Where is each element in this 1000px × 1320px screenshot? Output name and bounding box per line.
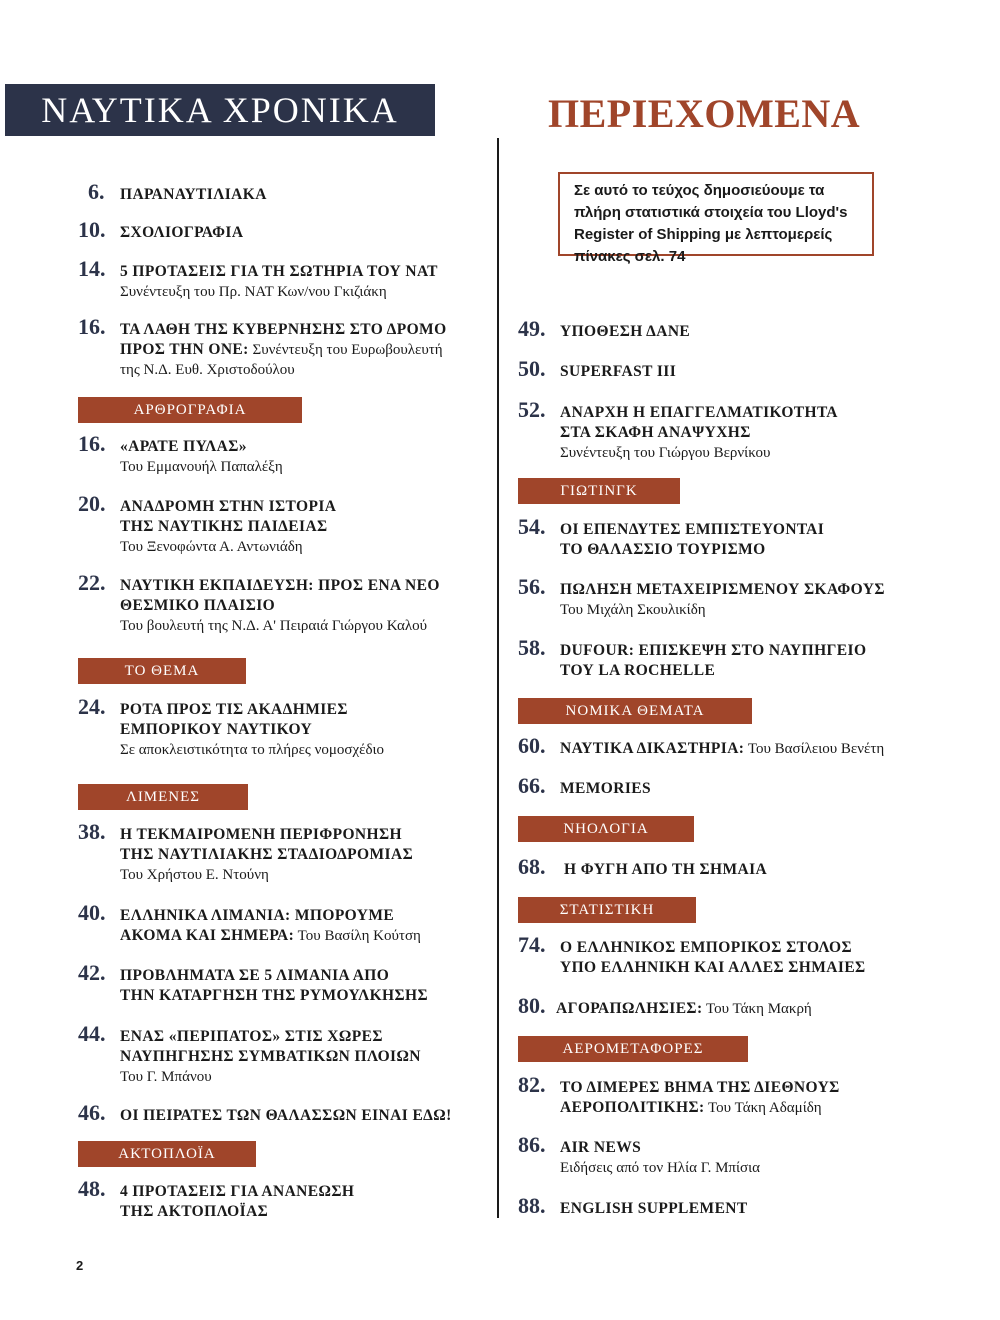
toc-entry[interactable] [518,1132,761,1178]
page-number: 66. [518,773,546,798]
column-divider [497,138,499,1218]
page-number: 48. [78,1176,106,1201]
toc-entry[interactable] [78,960,429,1006]
page-number: 86. [518,1132,546,1157]
notice-box: Σε αυτό το τεύχος δημοσιεύουμε τα πλήρη στατιστικά στοιχεία του Lloyd's Register of Shipping με λεπτομερείς πίνακες σελ. 74 [558,172,874,256]
entry-title: ENGLISH SUPPLEMENT [560,1200,748,1217]
page-number: 68. [518,854,546,879]
toc-entry[interactable] [518,773,652,799]
toc-entry[interactable] [518,1193,748,1219]
page-number: 56. [518,574,546,599]
page-number: 22. [78,570,106,595]
contents-title: ΠΕΡΙΕΧΟΜΕΝΑ [548,91,861,136]
entry-subtitle: Του Μιχάλη Σκουλικίδη [560,602,706,618]
section-header-aktoploia: ΑΚΤΟΠΛΟΪΑ [78,1141,256,1167]
entry-title: AIR NEWS [560,1139,642,1156]
toc-entry[interactable] [78,819,414,885]
toc-entry[interactable] [518,514,825,560]
page-number: 54. [518,514,546,539]
entry-title: ΡΟΤΑ ΠΡΟΣ ΤΙΣ ΑΚΑΔΗΜΙΕΣ [120,701,348,718]
toc-entry[interactable] [78,900,421,946]
entry-author: Του Βασίλειου Βενέτη [744,741,885,757]
toc-entry[interactable] [78,314,447,380]
entry-title: ΠΑΡΑΝΑΥΤΙΛΙΑΚΑ [120,186,267,203]
entry-subtitle: Ειδήσεις από τον Ηλία Γ. Μπίσια [560,1160,761,1176]
entry-title: ΤΟ ΔΙΜΕΡΕΣ ΒΗΜΑ ΤΗΣ ΔΙΕΘΝΟΥΣ [560,1079,840,1096]
entry-title: MEMORIES [560,780,652,797]
page-number: 82. [518,1072,546,1097]
section-header-nilogia: ΝΗΟΛΟΓΙΑ [518,816,694,842]
section-header-to-thema: ΤΟ ΘΕΜΑ [78,658,246,684]
toc-entry[interactable] [518,733,885,759]
page-number: 14. [78,256,106,281]
section-header-nomika-themata: ΝΟΜΙΚΑ ΘΕΜΑΤΑ [518,698,752,724]
entry-title: ΑΝΑΔΡΟΜΗ ΣΤΗΝ ΙΣΤΟΡΙΑ [120,498,337,515]
entry-title: Η ΤΕΚΜΑΙΡΟΜΕΝΗ ΠΕΡΙΦΡΟΝΗΣΗ [120,826,402,843]
entry-title: ΑΓΟΡΑΠΩΛΗΣΙΕΣ: [556,1000,703,1017]
entry-title: ΤΗΣ ΝΑΥΤΙΛΙΑΚΗΣ ΣΤΑΔΙΟΔΡΟΜΙΑΣ [120,846,414,863]
entry-title: 5 ΠΡΟΤΑΣΕΙΣ ΓΙΑ ΤΗ ΣΩΤΗΡΙΑ ΤΟΥ ΝΑΤ [120,263,438,280]
entry-author: Του Τάκη Μακρή [702,1001,812,1017]
entry-subtitle: Συνέντευξη του Γιώργου Βερνίκου [560,445,771,461]
page-number: 60. [518,733,546,758]
entry-subtitle: Του Εμμανουήλ Παπαλέξη [120,459,283,475]
page-number: 50. [518,356,546,381]
entry-title: ΤΟ ΘΑΛΑΣΣΙΟ ΤΟΥΡΙΣΜΟ [560,541,766,558]
toc-entry[interactable] [518,635,867,681]
entry-title: ΠΡΟΣ ΤΗΝ ΟΝΕ: [120,341,249,358]
entry-title: ΘΕΣΜΙΚΟ ΠΛΑΙΣΙΟ [120,597,276,614]
entry-title: ΟΙ ΕΠΕΝΔΥΤΕΣ ΕΜΠΙΣΤΕΥΟΝΤΑΙ [560,521,825,538]
page-number: 49. [518,316,546,341]
entry-title: «ΑΡΑΤΕ ΠΥΛΑΣ» [120,438,247,455]
entry-subtitle: Του Γ. Μπάνου [120,1069,212,1085]
toc-entry[interactable] [78,1176,355,1222]
entry-subtitle: Συνέντευξη του Πρ. ΝΑΤ Κων/νου Γκιζιάκη [120,284,387,300]
section-header-aerometafores: ΑΕΡΟΜΕΤΑΦΟΡΕΣ [518,1036,748,1062]
entry-title: Ο ΕΛΛΗΝΙΚΟΣ ΕΜΠΟΡΙΚΟΣ ΣΤΟΛΟΣ [560,939,852,956]
entry-author: Συνέντευξη του Ευρωβουλευτή [248,342,443,358]
section-header-limenes: ΛΙΜΕΝΕΣ [78,784,248,810]
entry-title: ΤΗΣ ΝΑΥΤΙΚΗΣ ΠΑΙΔΕΙΑΣ [120,518,328,535]
page-number: 10. [78,217,106,242]
page-number: 6. [88,179,105,204]
page-number: 44. [78,1021,106,1046]
page-number: 38. [78,819,106,844]
page-number: 20. [78,491,106,516]
entry-title: Η ΦΥΓΗ ΑΠΟ ΤΗ ΣΗΜΑΙΑ [564,861,768,878]
entry-subtitle: Του Χρήστου Ε. Ντούνη [120,867,269,883]
entry-title: SUPERFAST III [560,363,677,380]
entry-author: Του Βασίλη Κούτση [294,928,421,944]
entry-title: ΑΝΑΡΧΗ Η ΕΠΑΓΓΕΛΜΑΤΙΚΟΤΗΤΑ [560,404,838,421]
page-number: 40. [78,900,106,925]
entry-title: ΥΠΟ ΕΛΛΗΝΙΚΗ ΚΑΙ ΑΛΛΕΣ ΣΗΜΑΙΕΣ [560,959,866,976]
toc-entry[interactable] [518,854,768,880]
entry-title: ΝΑΥΤΙΚΑ ΔΙΚΑΣΤΗΡΙΑ: [560,740,745,757]
entry-title: ΟΙ ΠΕΙΡΑΤΕΣ ΤΩΝ ΘΑΛΑΣΣΩΝ ΕΙΝΑΙ ΕΔΩ! [120,1107,452,1124]
entry-title: ΝΑΥΤΙΚΗ ΕΚΠΑΙΔΕΥΣΗ: ΠΡΟΣ ΕΝΑ ΝΕΟ [120,577,440,594]
entry-title: ΤΑ ΛΑΘΗ ΤΗΣ ΚΥΒΕΡΝΗΣΗΣ ΣΤΟ ΔΡΟΜΟ [120,321,447,338]
page-number: 24. [78,694,106,719]
toc-entry[interactable] [518,356,677,382]
toc-entry[interactable] [518,574,885,620]
entry-title: ΥΠΟΘΕΣΗ ΔΑΝΕ [560,323,691,340]
toc-entry[interactable] [518,993,812,1019]
entry-subtitle: Σε αποκλειστικότητα το πλήρες νομοσχέδιο [120,742,385,758]
entry-subtitle: Του Ξενοφώντα Α. Αντωνιάδη [120,539,303,555]
entry-title: ΑΕΡΟΠΟΛΙΤΙΚΗΣ: [560,1099,705,1116]
page-number: 58. [518,635,546,660]
entry-title: ΕΝΑΣ «ΠΕΡΙΠΑΤΟΣ» ΣΤΙΣ ΧΩΡΕΣ [120,1028,383,1045]
page-number: 52. [518,397,546,422]
entry-title: ΑΚΟΜΑ ΚΑΙ ΣΗΜΕΡΑ: [120,927,295,944]
entry-title: ΝΑΥΠΗΓΗΣΗΣ ΣΥΜΒΑΤΙΚΩΝ ΠΛΟΙΩΝ [120,1048,421,1065]
page-number: 46. [78,1100,106,1125]
entry-title: ΕΛΛΗΝΙΚΑ ΛΙΜΑΝΙΑ: ΜΠΟΡΟΥΜΕ [120,907,395,924]
entry-title: ΤΗΝ ΚΑΤΑΡΓΗΣΗ ΤΗΣ ΡΥΜΟΥΛΚΗΣΗΣ [120,987,429,1004]
toc-entry[interactable] [78,431,283,477]
toc-entry[interactable] [78,570,440,636]
entry-title: ΤΗΣ ΑΚΤΟΠΛΟΪΑΣ [120,1203,269,1220]
entry-title: 4 ΠΡΟΤΑΣΕΙΣ ΓΙΑ ΑΝΑΝΕΩΣΗ [120,1183,355,1200]
toc-entry[interactable] [518,1072,840,1118]
page-number: 16. [78,314,106,339]
entry-title: ΠΩΛΗΣΗ ΜΕΤΑΧΕΙΡΙΣΜΕΝΟΥ ΣΚΑΦΟΥΣ [560,581,885,598]
page-number: 42. [78,960,106,985]
entry-title: ΠΡΟΒΛΗΜΑΤΑ ΣΕ 5 ΛΙΜΑΝΙΑ ΑΠΟ [120,967,390,984]
toc-entry[interactable] [78,256,438,302]
section-header-giotingk: ΓΙΩΤΙΝΓΚ [518,478,680,504]
toc-entry[interactable] [78,491,337,557]
magazine-masthead [5,84,435,136]
entry-title: ΤΟΥ LA ROCHELLE [560,662,716,679]
entry-subtitle: της Ν.Δ. Ευθ. Χριστοδούλου [120,362,295,378]
page-number: 88. [518,1193,546,1218]
toc-entry[interactable] [518,932,866,978]
entry-title: ΕΜΠΟΡΙΚΟΥ ΝΑΥΤΙΚΟΥ [120,721,313,738]
folio: 2 [76,1258,84,1273]
section-header-arthrografia: ΑΡΘΡΟΓΡΑΦΙΑ [78,397,302,423]
page-number: 74. [518,932,546,957]
page-number: 16. [78,431,106,456]
entry-subtitle: Του βουλευτή της Ν.Δ. Α' Πειραιά Γιώργου Καλού [120,618,428,634]
entry-title: ΣΤΑ ΣΚΑΦΗ ΑΝΑΨΥΧΗΣ [560,424,751,441]
toc-entry[interactable] [78,217,244,243]
section-header-statistiki: ΣΤΑΤΙΣΤΙΚΗ [518,897,696,923]
magazine-title: ΝΑΥΤΙΚΑ ΧΡΟΝΙΚΑ [41,90,399,130]
toc-entry[interactable] [518,397,838,463]
toc-entry[interactable] [88,179,267,205]
toc-entry[interactable] [518,316,691,342]
toc-entry[interactable] [78,1100,452,1126]
toc-entry[interactable] [78,694,385,760]
toc-entry[interactable] [78,1021,421,1087]
entry-title: ΣΧΟΛΙΟΓΡΑΦΙΑ [120,224,244,241]
entry-title: DUFOUR: ΕΠΙΣΚΕΨΗ ΣΤΟ ΝΑΥΠΗΓΕΙΟ [560,642,867,659]
entry-author: Του Τάκη Αδαμίδη [704,1100,822,1116]
page-number: 80. [518,993,546,1018]
